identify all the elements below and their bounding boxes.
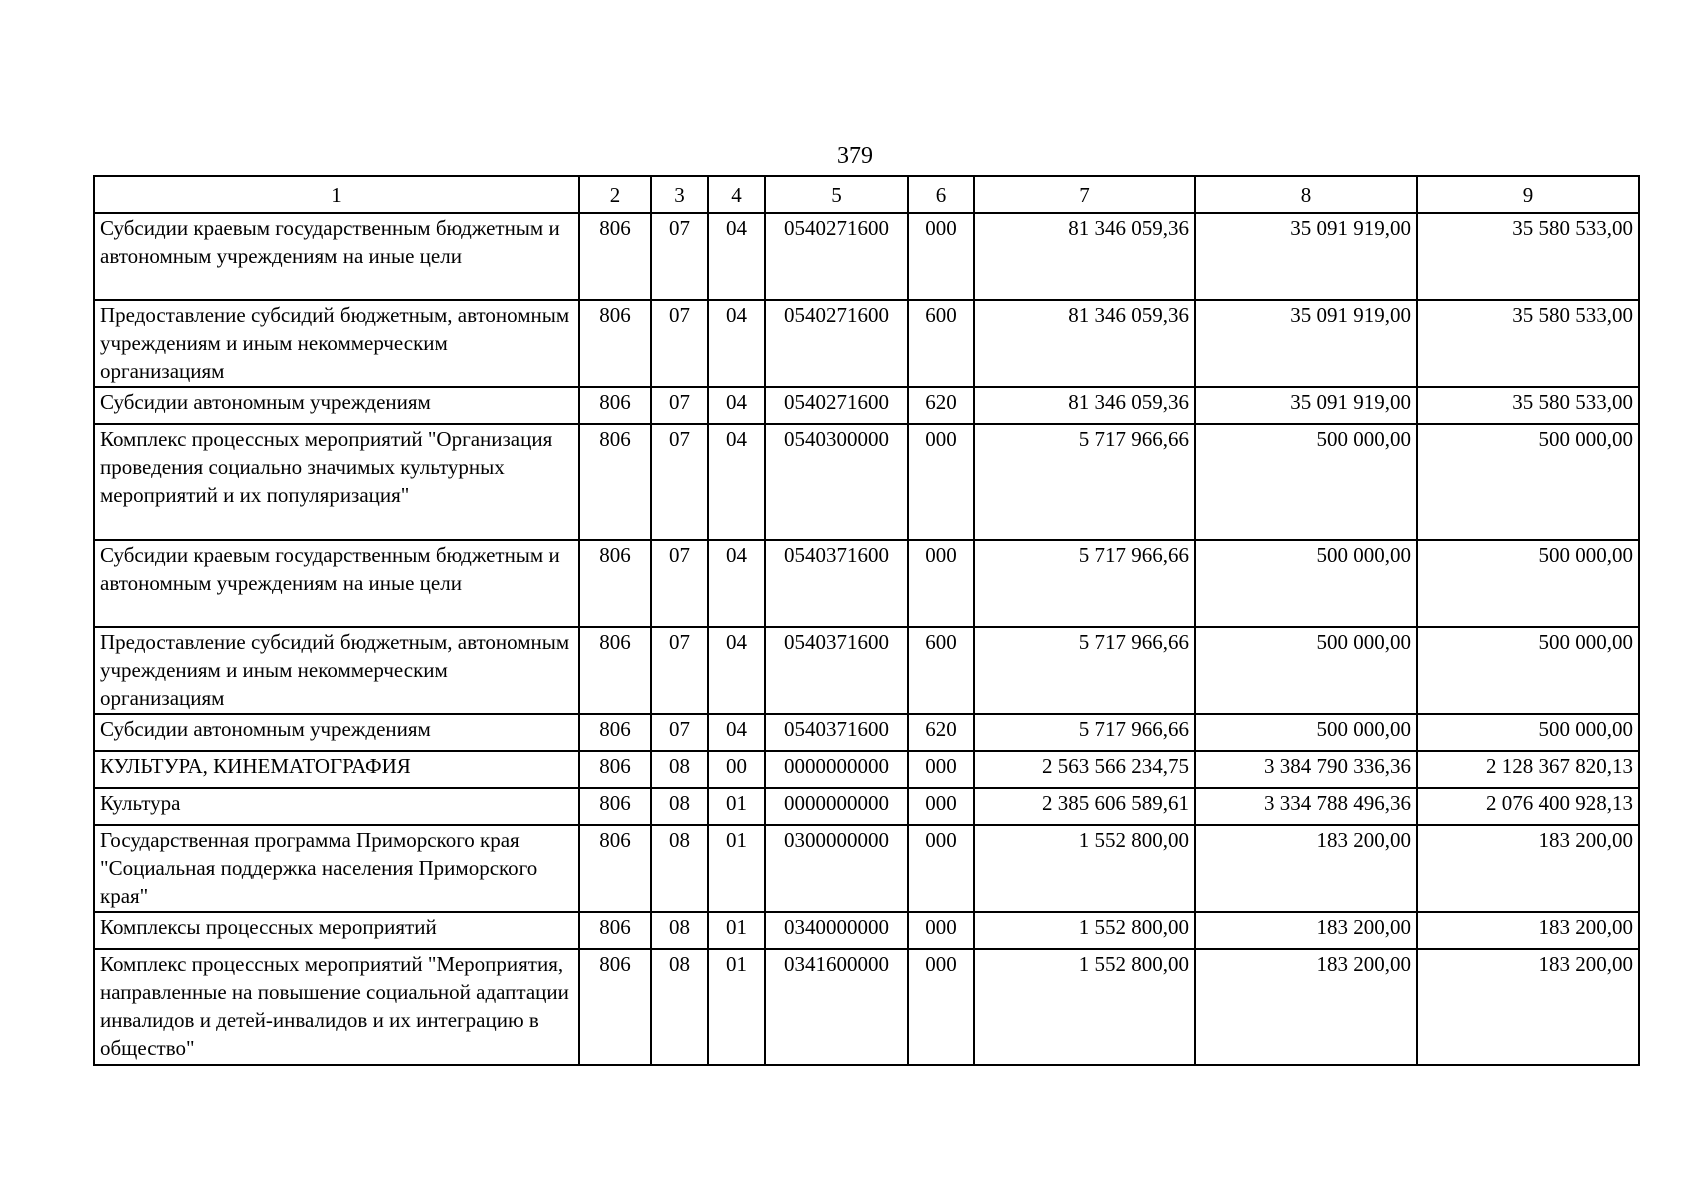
row-value-8: 500 000,00 [1195,714,1417,751]
column-header: 2 [579,176,651,213]
column-header: 8 [1195,176,1417,213]
row-name: Комплекс процессных мероприятий "Организация проведения социально значимых культурных мероприятий и их популяризация" [94,424,579,540]
table-row [94,387,1639,424]
row-value-7: 5 717 966,66 [974,540,1195,627]
row-code-3: 08 [651,788,708,825]
row-name: Комплекс процессных мероприятий "Мероприятия, направленные на повышение социальной адаптации инвалидов и детей-инвалидов и их интеграцию в общество" [94,949,579,1065]
row-code-5: 0540371600 [765,627,908,714]
column-header: 6 [908,176,974,213]
row-code-4: 04 [708,387,765,424]
column-header: 5 [765,176,908,213]
row-code-2: 806 [579,627,651,714]
row-code-5: 0540371600 [765,540,908,627]
row-code-2: 806 [579,825,651,912]
row-name: КУЛЬТУРА, КИНЕМАТОГРАФИЯ [94,751,579,788]
row-code-6: 000 [908,540,974,627]
row-code-3: 07 [651,424,708,540]
table-row [94,788,1639,825]
table-row [94,912,1639,949]
row-value-7: 81 346 059,36 [974,387,1195,424]
row-value-9: 35 580 533,00 [1417,213,1639,300]
row-code-3: 08 [651,751,708,788]
row-value-9: 500 000,00 [1417,627,1639,714]
row-code-2: 806 [579,912,651,949]
page-number: 379 [837,143,873,169]
row-code-3: 08 [651,825,708,912]
table-row [94,714,1639,751]
row-code-5: 0540271600 [765,213,908,300]
row-value-8: 35 091 919,00 [1195,387,1417,424]
row-value-7: 81 346 059,36 [974,213,1195,300]
row-value-8: 183 200,00 [1195,912,1417,949]
row-name: Предоставление субсидий бюджетным, автономным учреждениям и иным некоммерческим организациям [94,300,579,387]
row-value-8: 35 091 919,00 [1195,300,1417,387]
table-row [94,540,1639,627]
row-code-2: 806 [579,387,651,424]
row-value-9: 183 200,00 [1417,912,1639,949]
column-header: 4 [708,176,765,213]
row-code-6: 600 [908,627,974,714]
row-code-6: 000 [908,949,974,1065]
row-value-7: 2 563 566 234,75 [974,751,1195,788]
row-code-6: 000 [908,788,974,825]
row-value-8: 500 000,00 [1195,627,1417,714]
row-name: Культура [94,788,579,825]
row-value-9: 183 200,00 [1417,825,1639,912]
row-value-9: 35 580 533,00 [1417,300,1639,387]
row-code-3: 07 [651,714,708,751]
row-value-9: 35 580 533,00 [1417,387,1639,424]
row-value-9: 2 076 400 928,13 [1417,788,1639,825]
row-code-4: 00 [708,751,765,788]
row-name: Предоставление субсидий бюджетным, автономным учреждениям и иным некоммерческим организациям [94,627,579,714]
row-code-2: 806 [579,788,651,825]
row-code-2: 806 [579,949,651,1065]
table-row [94,213,1639,300]
row-name: Субсидии автономным учреждениям [94,387,579,424]
row-code-6: 620 [908,387,974,424]
row-name: Комплексы процессных мероприятий [94,912,579,949]
row-value-7: 5 717 966,66 [974,424,1195,540]
row-code-3: 07 [651,387,708,424]
row-code-5: 0300000000 [765,825,908,912]
row-code-4: 01 [708,949,765,1065]
budget-table [93,175,1640,1066]
row-value-8: 3 384 790 336,36 [1195,751,1417,788]
row-code-6: 000 [908,751,974,788]
row-code-6: 600 [908,300,974,387]
row-value-8: 3 334 788 496,36 [1195,788,1417,825]
row-value-9: 500 000,00 [1417,714,1639,751]
row-code-4: 04 [708,213,765,300]
row-code-5: 0341600000 [765,949,908,1065]
row-code-2: 806 [579,213,651,300]
row-name: Субсидии краевым государственным бюджетным и автономным учреждениям на иные цели [94,213,579,300]
row-code-6: 000 [908,825,974,912]
row-value-7: 1 552 800,00 [974,949,1195,1065]
row-value-7: 1 552 800,00 [974,825,1195,912]
row-code-6: 620 [908,714,974,751]
row-code-5: 0540271600 [765,387,908,424]
row-code-5: 0540300000 [765,424,908,540]
row-name: Субсидии автономным учреждениям [94,714,579,751]
row-code-4: 01 [708,912,765,949]
row-value-7: 5 717 966,66 [974,714,1195,751]
row-value-7: 1 552 800,00 [974,912,1195,949]
column-header: 3 [651,176,708,213]
table-row [94,627,1639,714]
row-value-7: 2 385 606 589,61 [974,788,1195,825]
row-code-3: 07 [651,627,708,714]
column-header: 9 [1417,176,1639,213]
row-code-2: 806 [579,424,651,540]
row-code-4: 01 [708,825,765,912]
row-code-2: 806 [579,751,651,788]
column-header: 7 [974,176,1195,213]
row-code-5: 0540271600 [765,300,908,387]
row-code-3: 07 [651,540,708,627]
row-code-6: 000 [908,912,974,949]
row-value-9: 500 000,00 [1417,424,1639,540]
row-code-3: 08 [651,949,708,1065]
column-header: 1 [94,176,579,213]
row-code-4: 04 [708,424,765,540]
row-value-7: 5 717 966,66 [974,627,1195,714]
row-value-9: 183 200,00 [1417,949,1639,1065]
row-value-7: 81 346 059,36 [974,300,1195,387]
row-code-3: 07 [651,213,708,300]
row-name: Субсидии краевым государственным бюджетным и автономным учреждениям на иные цели [94,540,579,627]
row-code-5: 0000000000 [765,751,908,788]
row-code-6: 000 [908,424,974,540]
row-value-8: 183 200,00 [1195,825,1417,912]
header-row [94,176,1639,213]
row-code-5: 0340000000 [765,912,908,949]
table-row [94,825,1639,912]
row-value-8: 183 200,00 [1195,949,1417,1065]
row-code-3: 07 [651,300,708,387]
row-value-8: 500 000,00 [1195,424,1417,540]
row-code-2: 806 [579,540,651,627]
row-name: Государственная программа Приморского края "Социальная поддержка населения Приморского края" [94,825,579,912]
row-code-4: 04 [708,300,765,387]
table-row [94,949,1639,1065]
row-code-2: 806 [579,714,651,751]
row-code-4: 04 [708,627,765,714]
row-value-8: 500 000,00 [1195,540,1417,627]
row-code-2: 806 [579,300,651,387]
row-code-4: 04 [708,540,765,627]
row-code-5: 0540371600 [765,714,908,751]
row-code-4: 01 [708,788,765,825]
table-row [94,300,1639,387]
row-value-8: 35 091 919,00 [1195,213,1417,300]
row-value-9: 500 000,00 [1417,540,1639,627]
table-row [94,424,1639,540]
row-value-9: 2 128 367 820,13 [1417,751,1639,788]
table-row [94,751,1639,788]
row-code-3: 08 [651,912,708,949]
row-code-5: 0000000000 [765,788,908,825]
row-code-4: 04 [708,714,765,751]
row-code-6: 000 [908,213,974,300]
